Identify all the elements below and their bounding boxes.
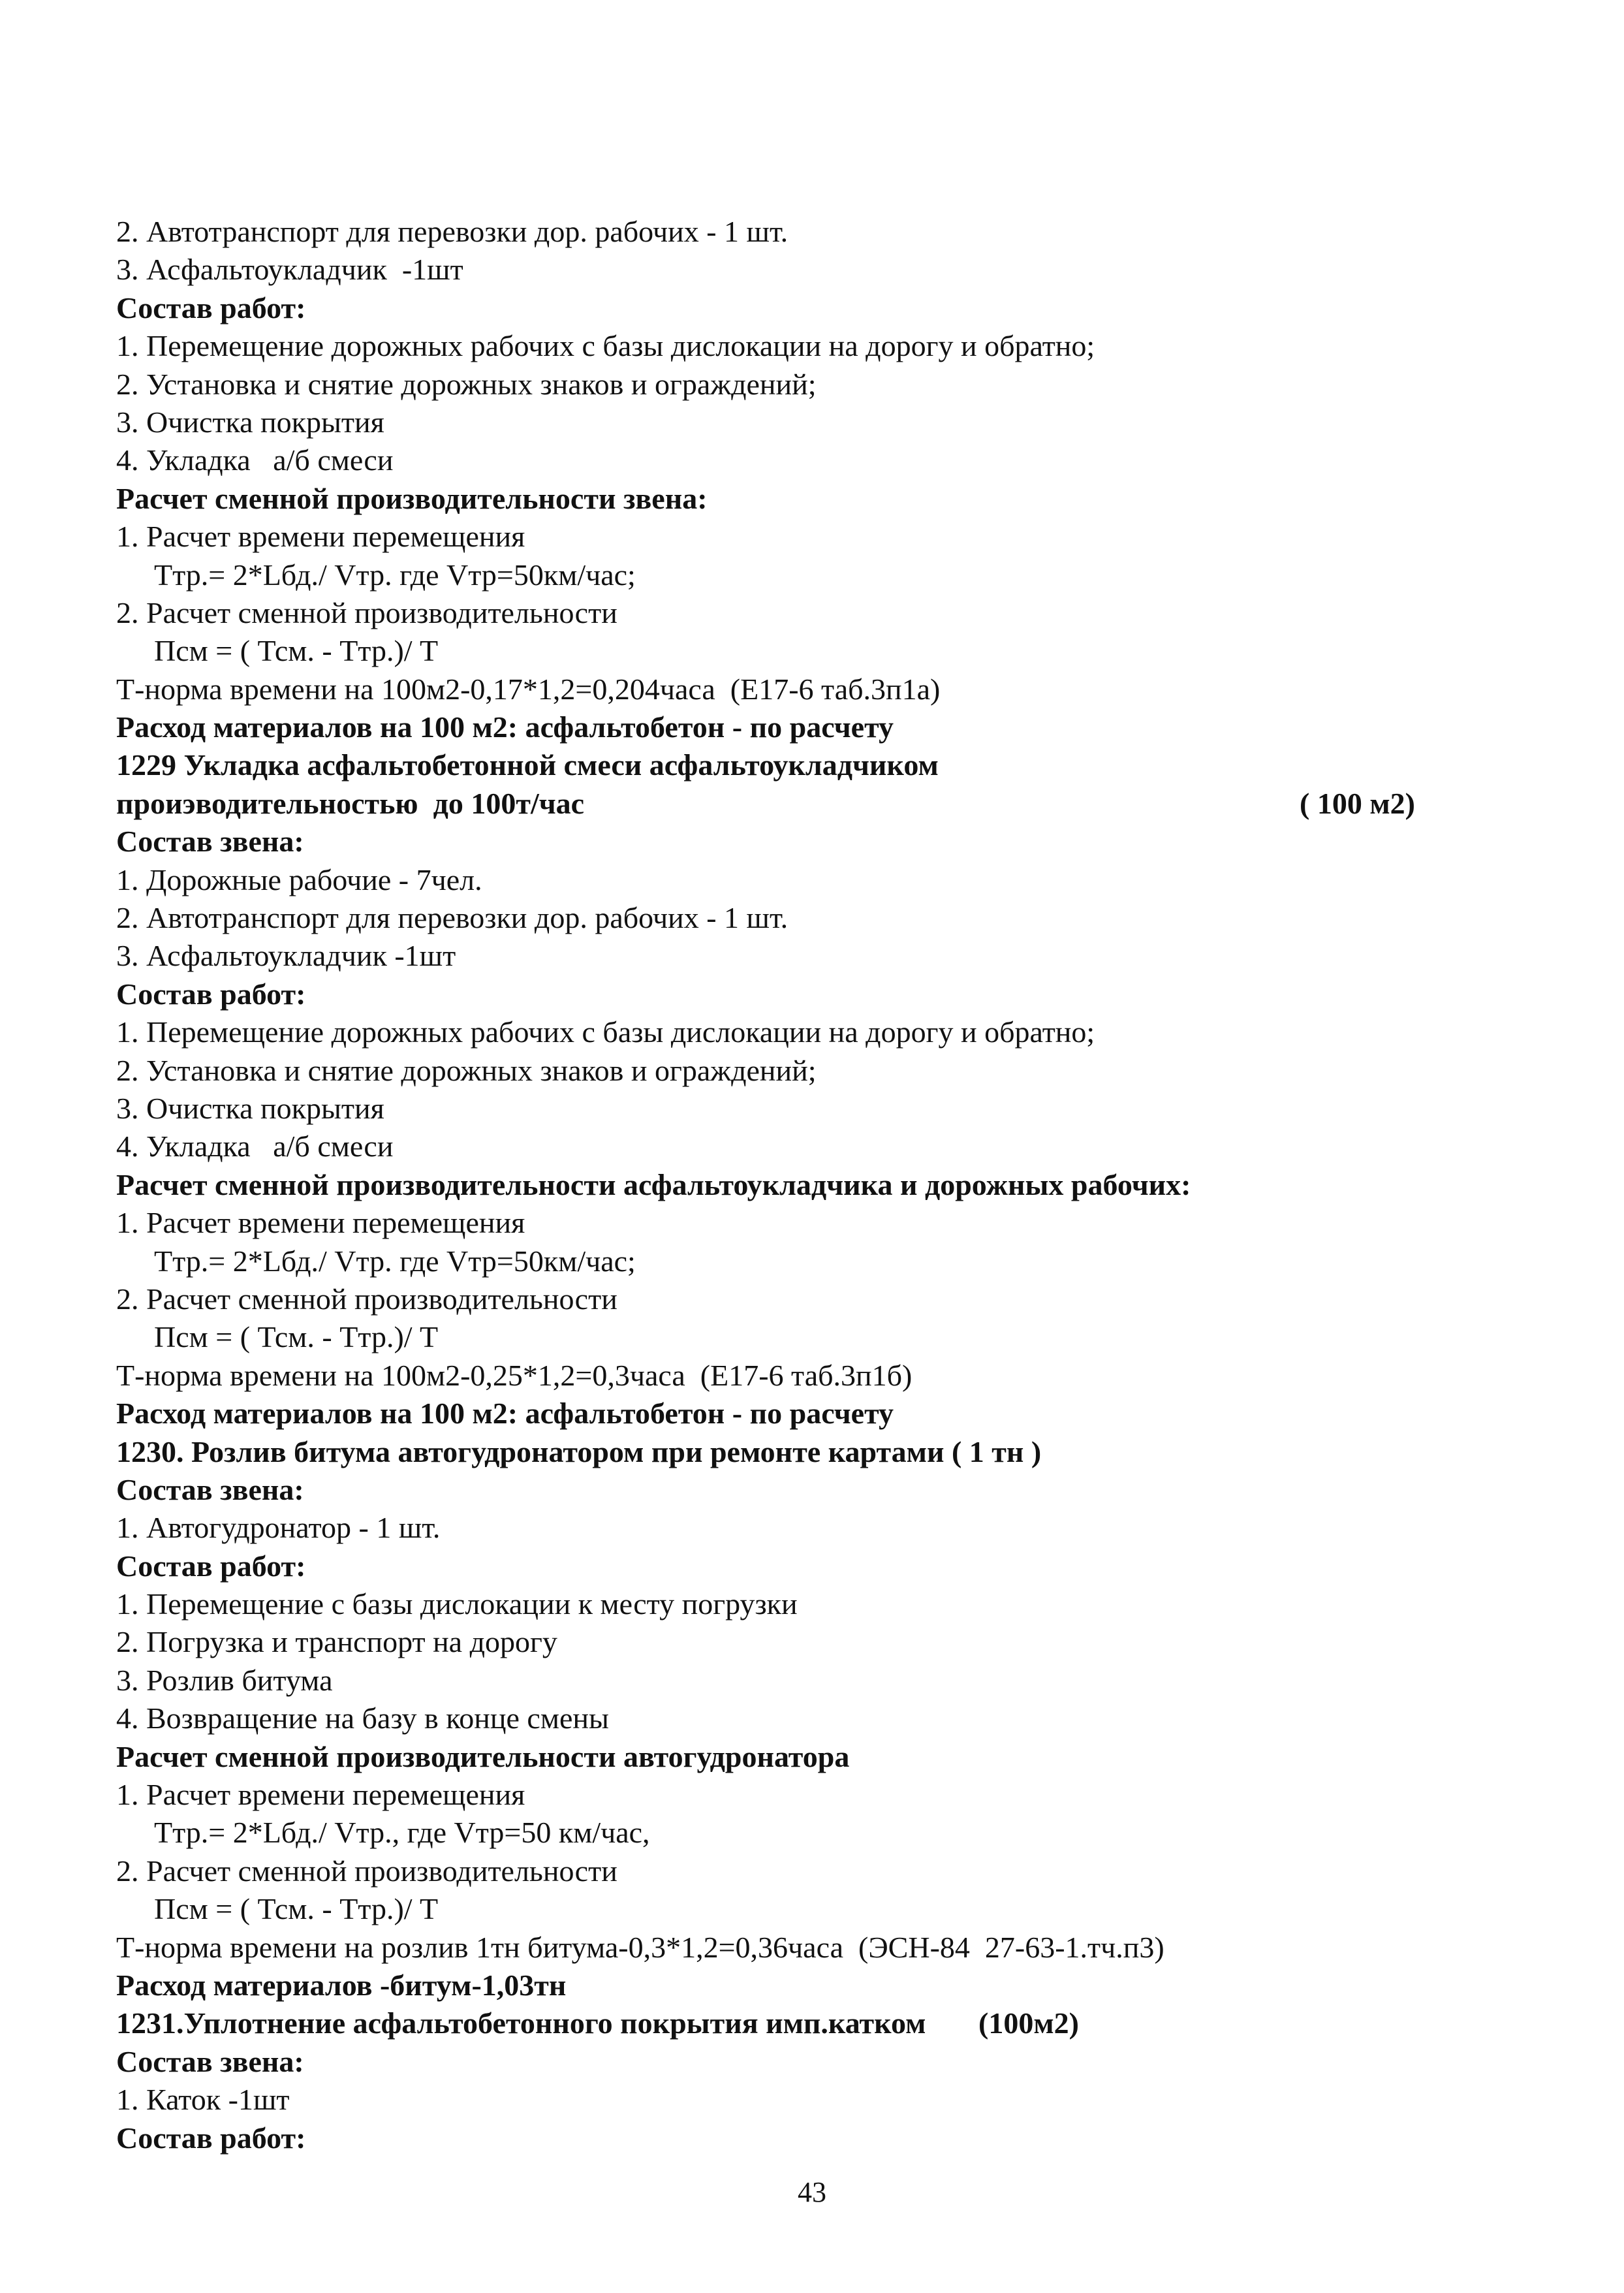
text-line: Псм = ( Тсм. - Ттр.)/ Т <box>154 634 439 668</box>
text-line: 3. Очистка покрытия <box>116 1091 384 1125</box>
unit-label: ( 100 м2) <box>1300 786 1415 820</box>
text-line: 1. Перемещение дорожных рабочих с базы дислокации на дорогу и обратно; <box>116 329 1095 363</box>
text-line: 4. Укладка а/б смеси <box>116 1130 394 1163</box>
text-line: Ттр.= 2*Lбд./ Vтр. где Vтр=50км/час; <box>154 1244 636 1278</box>
text-line: 1. Перемещение с базы дислокации к месту погрузки <box>116 1587 798 1621</box>
heading-line: 1229 Укладка асфальтобетонной смеси асфальтоукладчиком <box>116 748 939 782</box>
heading-left-text: проиэводительностью до 100т/час <box>116 786 585 820</box>
text-line: 4. Укладка а/б смеси <box>116 443 394 477</box>
text-line: Псм = ( Тсм. - Ттр.)/ Т <box>154 1892 439 1926</box>
heading-line: Состав работ: <box>116 2121 306 2155</box>
heading-line: Расчет сменной производительности асфальтоукладчика и дорожных рабочих: <box>116 1167 1191 1201</box>
heading-line: Состав работ: <box>116 291 306 324</box>
heading-line: Состав работ: <box>116 977 306 1011</box>
heading-line: 1230. Розлив битума автогудронатором при ремонте картами ( 1 тн ) <box>116 1434 1042 1468</box>
text-line: 2. Расчет сменной производительности <box>116 1854 617 1888</box>
text-line: 1. Расчет времени перемещения <box>116 520 525 554</box>
heading-line <box>116 785 1415 823</box>
text-line: 3. Асфальтоукладчик -1шт <box>116 253 463 287</box>
text-line: 3. Очистка покрытия <box>116 405 384 439</box>
text-line: 2. Установка и снятие дорожных знаков и ограждений; <box>116 367 817 401</box>
document-body <box>116 213 1422 2157</box>
text-line: 1. Перемещение дорожных рабочих с базы дислокации на дорогу и обратно; <box>116 1015 1095 1049</box>
text-line: 1. Расчет времени перемещения <box>116 1778 525 1812</box>
heading-line: Состав звена: <box>116 2044 304 2078</box>
text-line: Т-норма времени на 100м2-0,25*1,2=0,3часа (Е17-6 таб.3п1б) <box>116 1358 913 1392</box>
text-line: Ттр.= 2*Lбд./ Vтр., где Vтр=50 км/час, <box>154 1816 650 1850</box>
heading-line: Расчет сменной производительности звена: <box>116 481 708 515</box>
text-line: 1. Автогудронатор - 1 шт. <box>116 1511 441 1545</box>
text-line: 2. Установка и снятие дорожных знаков и ограждений; <box>116 1053 817 1087</box>
page-number: 43 <box>798 2176 826 2208</box>
text-line: Т-норма времени на розлив 1тн битума-0,3*1,2=0,36часа (ЭСН-84 27-63-1.тч.п3) <box>116 1930 1164 1964</box>
text-line: 1. Каток -1шт <box>116 2083 290 2117</box>
text-line: 2. Автотранспорт для перевозки дор. рабочих - 1 шт. <box>116 215 789 248</box>
text-line: 2. Расчет сменной производительности <box>116 1282 617 1316</box>
text-line: 2. Расчет сменной производительности <box>116 595 617 629</box>
heading-line: 1231.Уплотнение асфальтобетонного покрытия имп.катком (100м2) <box>116 2006 1079 2040</box>
heading-line: Состав звена: <box>116 1472 304 1506</box>
heading-line: Состав работ: <box>116 1549 306 1583</box>
text-line: 4. Возвращение на базу в конце смены <box>116 1701 609 1735</box>
text-line: Ттр.= 2*Lбд./ Vтр. где Vтр=50км/час; <box>154 558 636 592</box>
text-line: 2. Автотранспорт для перевозки дор. рабочих - 1 шт. <box>116 901 789 935</box>
text-line: 1. Расчет времени перемещения <box>116 1206 525 1240</box>
text-line: 2. Погрузка и транспорт на дорогу <box>116 1625 557 1659</box>
text-line: Т-норма времени на 100м2-0,17*1,2=0,204часа (Е17-6 таб.3п1а) <box>116 672 941 706</box>
heading-line: Расход материалов на 100 м2: асфальтобетон - по расчету <box>116 1397 894 1431</box>
text-line: 1. Дорожные рабочие - 7чел. <box>116 862 482 896</box>
heading-line: Расход материалов -битум-1,03тн <box>116 1968 567 2002</box>
heading-line: Расчет сменной производительности автогудронатора <box>116 1739 850 1773</box>
text-line: Псм = ( Тсм. - Ттр.)/ Т <box>154 1320 439 1354</box>
heading-line: Расход материалов на 100 м2: асфальтобетон - по расчету <box>116 710 894 744</box>
text-line: 3. Розлив битума <box>116 1663 333 1697</box>
heading-line: Состав звена: <box>116 825 304 859</box>
text-line: 3. Асфальтоукладчик -1шт <box>116 939 456 973</box>
